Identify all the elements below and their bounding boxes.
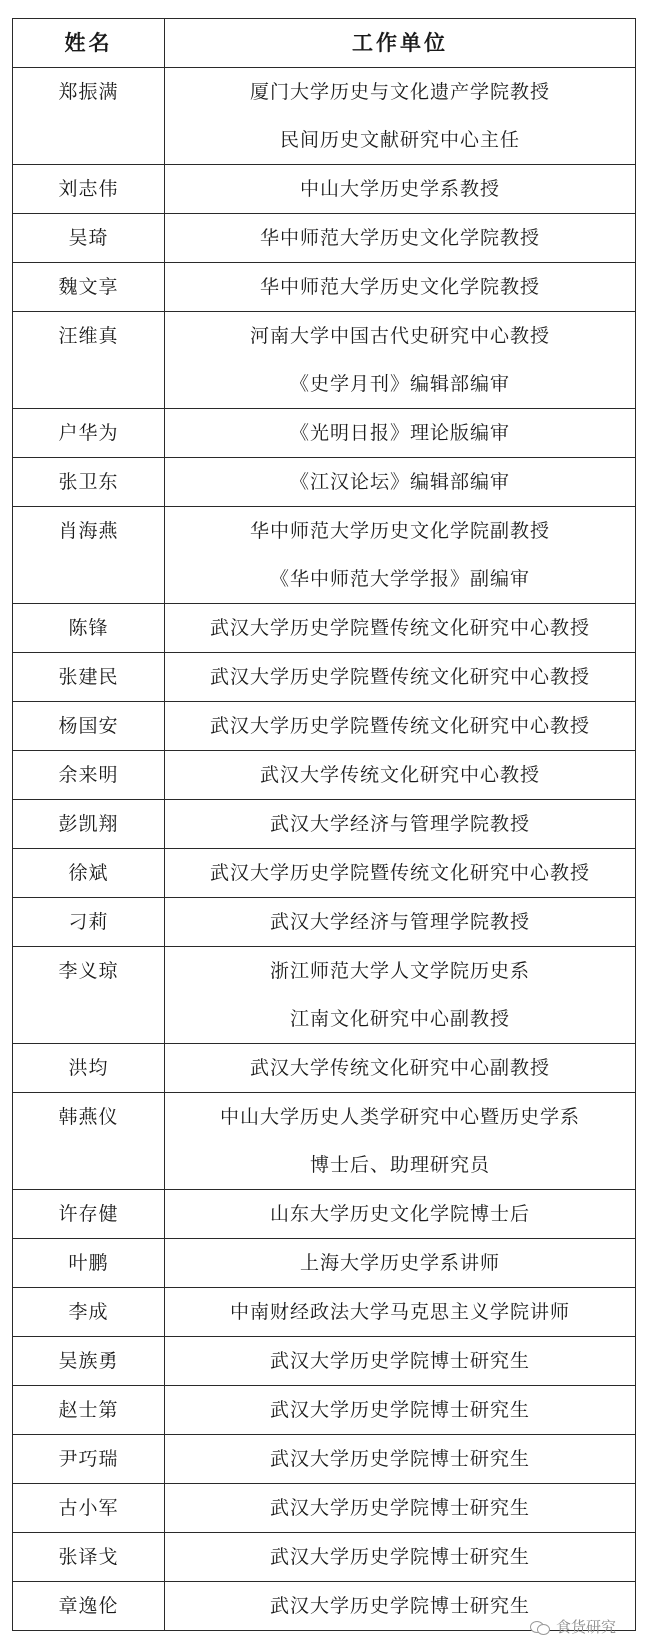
unit-line: 博士后、助理研究员 <box>309 1154 490 1176</box>
unit-line: 武汉大学历史学院暨传统文化研究中心教授 <box>209 666 590 688</box>
name-cell: 古小军 <box>13 1484 165 1533</box>
table-header-row <box>13 19 636 68</box>
unit-cell <box>165 1435 636 1484</box>
unit-line: 《华中师范大学学报》副编审 <box>269 568 530 590</box>
unit-line: 华中师范大学历史文化学院教授 <box>259 227 540 249</box>
name-cell: 吴族勇 <box>13 1337 165 1386</box>
unit-cell <box>165 653 636 702</box>
unit-line: 河南大学中国古代史研究中心教授 <box>249 325 550 347</box>
unit-line: 武汉大学历史学院博士研究生 <box>269 1497 530 1519</box>
unit-cell <box>165 702 636 751</box>
unit-cell <box>165 898 636 947</box>
name-cell: 洪均 <box>13 1044 165 1093</box>
unit-cell <box>165 947 636 1044</box>
name-cell: 魏文享 <box>13 263 165 312</box>
table-row <box>13 1239 636 1288</box>
table-row <box>13 849 636 898</box>
unit-cell <box>165 800 636 849</box>
unit-line: 武汉大学历史学院暨传统文化研究中心教授 <box>209 617 590 639</box>
table-row <box>13 165 636 214</box>
name-cell: 张卫东 <box>13 458 165 507</box>
name-cell: 杨国安 <box>13 702 165 751</box>
unit-line: 武汉大学历史学院博士研究生 <box>269 1595 530 1617</box>
watermark-text: 食货研究 <box>555 1618 616 1636</box>
unit-cell <box>165 751 636 800</box>
table-row <box>13 1386 636 1435</box>
unit-line: 武汉大学经济与管理学院教授 <box>269 911 530 933</box>
name-cell: 刘志伟 <box>13 165 165 214</box>
unit-cell <box>165 1386 636 1435</box>
unit-line: 《史学月刊》编辑部编审 <box>289 373 510 395</box>
unit-line: 江南文化研究中心副教授 <box>289 1008 510 1030</box>
table-row <box>13 214 636 263</box>
table-row <box>13 1435 636 1484</box>
table-row <box>13 1484 636 1533</box>
unit-cell <box>165 214 636 263</box>
table-body <box>13 68 636 1631</box>
name-cell: 刁莉 <box>13 898 165 947</box>
table-row <box>13 263 636 312</box>
unit-cell <box>165 1533 636 1582</box>
unit-line: 中南财经政法大学马克思主义学院讲师 <box>229 1301 570 1323</box>
unit-cell <box>165 1288 636 1337</box>
name-cell: 李义琼 <box>13 947 165 1044</box>
name-cell: 张建民 <box>13 653 165 702</box>
name-cell: 尹巧瑞 <box>13 1435 165 1484</box>
unit-cell <box>165 263 636 312</box>
participant-table <box>12 18 636 1631</box>
wechat-icon <box>530 1619 550 1635</box>
unit-line: 武汉大学历史学院博士研究生 <box>269 1350 530 1372</box>
unit-line: 中山大学历史学系教授 <box>299 178 500 200</box>
unit-cell <box>165 312 636 409</box>
unit-line: 武汉大学历史学院暨传统文化研究中心教授 <box>209 715 590 737</box>
name-cell: 彭凯翔 <box>13 800 165 849</box>
name-cell: 许存健 <box>13 1190 165 1239</box>
name-cell: 户华为 <box>13 409 165 458</box>
name-cell: 赵士第 <box>13 1386 165 1435</box>
table-row <box>13 947 636 1044</box>
watermark <box>530 1616 616 1637</box>
name-cell: 徐斌 <box>13 849 165 898</box>
name-cell: 叶鹏 <box>13 1239 165 1288</box>
unit-cell <box>165 849 636 898</box>
table-row <box>13 1533 636 1582</box>
unit-line: 华中师范大学历史文化学院副教授 <box>249 520 550 542</box>
unit-line: 武汉大学经济与管理学院教授 <box>269 813 530 835</box>
unit-cell <box>165 1484 636 1533</box>
name-cell: 陈锋 <box>13 604 165 653</box>
unit-cell <box>165 1239 636 1288</box>
unit-line: 厦门大学历史与文化遗产学院教授 <box>249 81 550 103</box>
name-cell: 郑振满 <box>13 68 165 165</box>
table-row <box>13 604 636 653</box>
table-row <box>13 458 636 507</box>
table-row <box>13 751 636 800</box>
participant-table-container <box>12 18 635 1631</box>
unit-line: 民间历史文献研究中心主任 <box>279 129 520 151</box>
unit-line: 上海大学历史学系讲师 <box>299 1252 500 1274</box>
unit-cell <box>165 165 636 214</box>
table-row <box>13 1093 636 1190</box>
header-unit: 工作单位 <box>165 19 636 68</box>
table-row <box>13 800 636 849</box>
table-row <box>13 898 636 947</box>
table-row <box>13 507 636 604</box>
name-cell: 李成 <box>13 1288 165 1337</box>
unit-line: 武汉大学历史学院博士研究生 <box>269 1546 530 1568</box>
unit-cell <box>165 1190 636 1239</box>
unit-line: 武汉大学传统文化研究中心教授 <box>259 764 540 786</box>
unit-cell <box>165 604 636 653</box>
unit-line: 中山大学历史人类学研究中心暨历史学系 <box>219 1106 580 1128</box>
name-cell: 韩燕仪 <box>13 1093 165 1190</box>
unit-cell <box>165 68 636 165</box>
header-name: 姓名 <box>13 19 165 68</box>
unit-cell <box>165 1337 636 1386</box>
unit-line: 武汉大学历史学院暨传统文化研究中心教授 <box>209 862 590 884</box>
table-row <box>13 409 636 458</box>
unit-cell <box>165 458 636 507</box>
unit-line: 浙江师范大学人文学院历史系 <box>269 960 530 982</box>
table-row <box>13 702 636 751</box>
unit-line: 《江汉论坛》编辑部编审 <box>289 471 510 493</box>
table-row <box>13 653 636 702</box>
unit-line: 华中师范大学历史文化学院教授 <box>259 276 540 298</box>
name-cell: 吴琦 <box>13 214 165 263</box>
unit-line: 山东大学历史文化学院博士后 <box>269 1203 530 1225</box>
unit-line: 《光明日报》理论版编审 <box>289 422 510 444</box>
unit-cell <box>165 409 636 458</box>
unit-line: 武汉大学历史学院博士研究生 <box>269 1448 530 1470</box>
name-cell: 余来明 <box>13 751 165 800</box>
unit-line: 武汉大学历史学院博士研究生 <box>269 1399 530 1421</box>
table-row <box>13 312 636 409</box>
table-row <box>13 1337 636 1386</box>
unit-line: 武汉大学传统文化研究中心副教授 <box>249 1057 550 1079</box>
name-cell: 章逸伦 <box>13 1582 165 1631</box>
unit-cell <box>165 1093 636 1190</box>
table-row <box>13 68 636 165</box>
name-cell: 汪维真 <box>13 312 165 409</box>
table-row <box>13 1190 636 1239</box>
unit-cell <box>165 507 636 604</box>
name-cell: 张译戈 <box>13 1533 165 1582</box>
table-row <box>13 1044 636 1093</box>
table-row <box>13 1288 636 1337</box>
name-cell: 肖海燕 <box>13 507 165 604</box>
unit-cell <box>165 1044 636 1093</box>
